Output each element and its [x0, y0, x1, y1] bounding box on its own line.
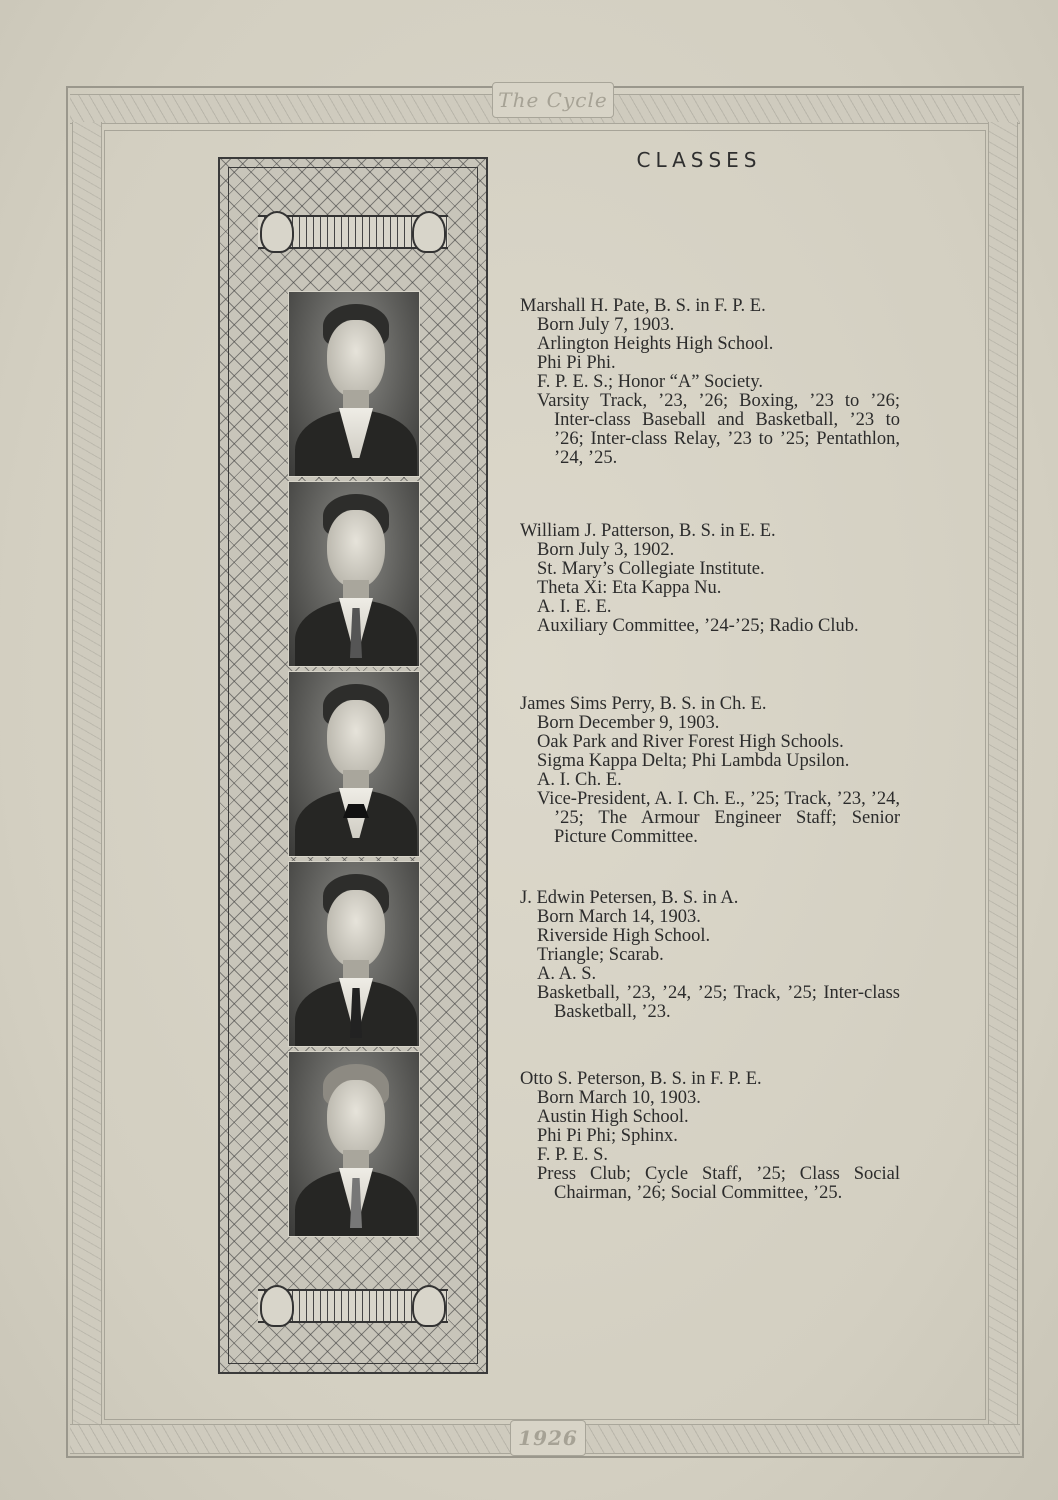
entry-line: Born December 9, 1903. [537, 713, 720, 733]
ornament-bottom [258, 1289, 448, 1323]
student-name: Otto S. Peterson, B. S. in F. P. E. [520, 1069, 762, 1089]
entry-line: Phi Pi Phi. [537, 353, 616, 373]
student-name: William J. Patterson, B. S. in E. E. [520, 521, 776, 541]
entry-line: A. I. Ch. E. [537, 770, 622, 790]
student-entry [520, 889, 900, 1022]
entry-line: Riverside High School. [537, 926, 711, 946]
entry-line: Press Club; Cycle Staff, ’25; Class Social Chairman, ’26; Social Committee, ’25. [537, 1164, 900, 1203]
entry-line: Sigma Kappa Delta; Phi Lambda Upsilon. [537, 751, 850, 771]
entry-line: Auxiliary Committee, ’24-’25; Radio Club. [537, 616, 859, 636]
entry-line: Triangle; Scarab. [537, 945, 664, 965]
portrait-photo [288, 861, 420, 1047]
student-entry [520, 1070, 900, 1203]
portrait-column [218, 157, 488, 1374]
entry-line: A. A. S. [537, 964, 597, 984]
portrait-photo [288, 481, 420, 667]
student-entry [520, 522, 900, 636]
decorative-border-right [988, 122, 1018, 1424]
entry-line: Born March 10, 1903. [537, 1088, 701, 1108]
entry-line: Arlington Heights High School. [537, 334, 774, 354]
student-name: Marshall H. Pate, B. S. in F. P. E. [520, 296, 766, 316]
running-header-title: The Cycle [492, 82, 614, 118]
entry-line: Basketball, ’23, ’24, ’25; Track, ’25; Inter-class Basketball, ’23. [537, 983, 900, 1022]
entry-line: Theta Xi: Eta Kappa Nu. [537, 578, 722, 598]
page-title-text: CLASSES [636, 148, 762, 172]
entry-line: Born March 14, 1903. [537, 907, 701, 927]
entry-line: Born July 7, 1903. [537, 315, 675, 335]
entry-line: Born July 3, 1902. [537, 540, 675, 560]
entry-line: A. I. E. E. [537, 597, 612, 617]
student-entry [520, 695, 900, 847]
entry-line: St. Mary’s Collegiate Institute. [537, 559, 765, 579]
portrait-photo [288, 671, 420, 857]
running-footer-year: 1926 [510, 1420, 586, 1456]
student-name: J. Edwin Petersen, B. S. in A. [520, 888, 739, 908]
ornament-top [258, 215, 448, 249]
entry-line: Vice-President, A. I. Ch. E., ’25; Track, ’23, ’24, ’25; The Armour Engineer Staff; Senior Picture Committee. [537, 789, 900, 847]
entry-line: F. P. E. S. [537, 1145, 609, 1165]
entry-line: Oak Park and River Forest High Schools. [537, 732, 844, 752]
page-title [0, 148, 1058, 172]
portrait-photo [288, 1051, 420, 1237]
student-name: James Sims Perry, B. S. in Ch. E. [520, 694, 767, 714]
entry-line: Varsity Track, ’23, ’26; Boxing, ’23 to ’26; Inter-class Baseball and Basketball, ’23 to ’26; Inter-class Relay, ’23 to ’25; Pentathlon, ’24, ’25. [537, 391, 900, 468]
entry-line: F. P. E. S.; Honor “A” Society. [537, 372, 763, 392]
entry-line: Phi Pi Phi; Sphinx. [537, 1126, 678, 1146]
entry-line: Austin High School. [537, 1107, 689, 1127]
portrait-photo [288, 291, 420, 477]
decorative-border-left [72, 122, 102, 1424]
student-entry [520, 297, 900, 468]
